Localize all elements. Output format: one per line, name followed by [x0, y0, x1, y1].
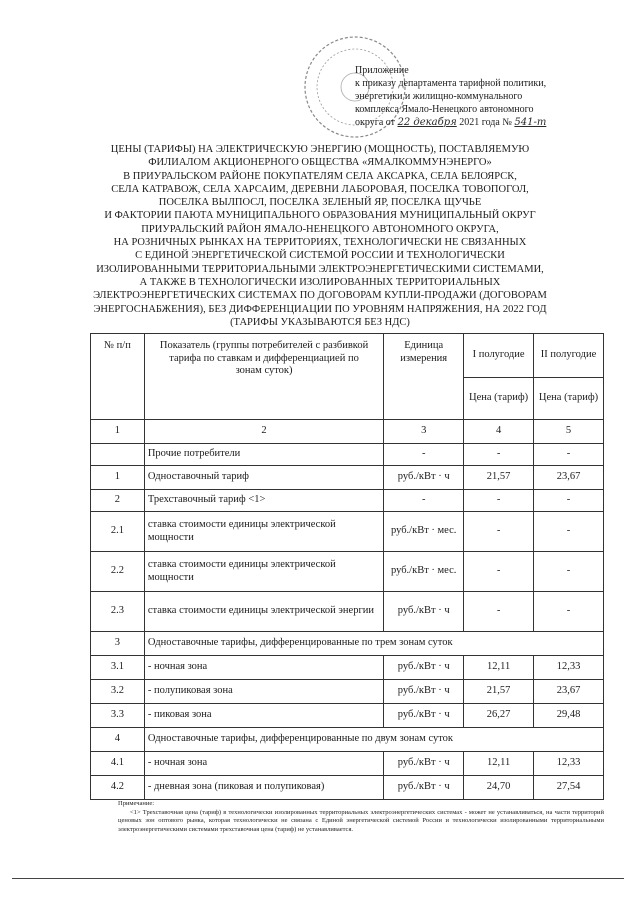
row-indicator: Одноставочные тарифы, дифференцированные по трем зонам суток: [144, 632, 603, 656]
appendix-line: Приложение: [355, 65, 409, 76]
row-price-h1: -: [464, 444, 534, 466]
row-unit: руб./кВт · мес.: [384, 552, 464, 592]
header-num: № п/п: [91, 334, 145, 420]
row-price-h1: 12,11: [464, 656, 534, 680]
header-price-2: Цена (тариф): [534, 378, 604, 420]
appendix-line: энергетики и жилищно-коммунального: [355, 91, 523, 102]
row-indicator: - ночная зона: [144, 656, 383, 680]
title-line: А ТАКЖЕ В ТЕХНОЛОГИЧЕСКИ ИЗОЛИРОВАННЫХ ТЕРРИТОРИАЛЬНЫХ: [139, 276, 501, 288]
row-unit: руб./кВт · ч: [384, 680, 464, 704]
row-number: 2: [91, 490, 145, 512]
row-number: [91, 444, 145, 466]
row-indicator: - ночная зона: [144, 752, 383, 776]
date-prefix: округа от: [355, 117, 396, 128]
row-indicator: - дневная зона (пиковая и полупиковая): [144, 776, 383, 800]
appendix-line: комплекса Ямало-Ненецкого автономного: [355, 104, 534, 115]
row-price-h2: -: [534, 592, 604, 632]
row-price-h2: 12,33: [534, 656, 604, 680]
bottom-rule: [12, 878, 624, 879]
row-number: 2.3: [91, 592, 145, 632]
column-number-row: [91, 420, 604, 444]
notes-block: [118, 800, 604, 834]
header-half-2: II полугодие: [534, 334, 604, 378]
header-half-1: I полугодие: [464, 334, 534, 378]
column-number: 4: [464, 420, 534, 444]
row-price-h2: -: [534, 490, 604, 512]
table-row: [91, 728, 604, 752]
header-unit: Единица измерения: [384, 334, 464, 420]
column-number: 5: [534, 420, 604, 444]
row-price-h1: -: [464, 592, 534, 632]
row-price-h1: 24,70: [464, 776, 534, 800]
title-line: (ТАРИФЫ УКАЗЫВАЮТСЯ БЕЗ НДС): [230, 316, 410, 328]
table-row: [91, 776, 604, 800]
row-indicator: Одноставочные тарифы, дифференцированные по двум зонам суток: [144, 728, 603, 752]
row-price-h1: 12,11: [464, 752, 534, 776]
row-indicator: Трехставочный тариф <1>: [144, 490, 383, 512]
row-price-h2: 23,67: [534, 466, 604, 490]
table-row: [91, 490, 604, 512]
row-unit: -: [384, 490, 464, 512]
column-number: 3: [384, 420, 464, 444]
row-number: 3.3: [91, 704, 145, 728]
row-indicator: ставка стоимости единицы электрической энергии: [144, 592, 383, 632]
row-indicator: ставка стоимости единицы электрической мощности: [144, 552, 383, 592]
row-price-h2: 23,67: [534, 680, 604, 704]
table-header-row: [91, 334, 604, 378]
table-row: [91, 552, 604, 592]
tariff-table: [90, 333, 604, 800]
title-line: СЕЛА КАТРАВОЖ, СЕЛА ХАРСАИМ, ДЕРЕВНИ ЛАБОРОВАЯ, ПОСЕЛКА ТОВОПОГОЛ,: [111, 183, 529, 195]
row-price-h1: -: [464, 512, 534, 552]
row-number: 3.1: [91, 656, 145, 680]
row-number: 4.2: [91, 776, 145, 800]
row-indicator: ставка стоимости единицы электрической мощности: [144, 512, 383, 552]
row-unit: руб./кВт · ч: [384, 776, 464, 800]
title-line: И ФАКТОРИИ ПАЮТА МУНИЦИПАЛЬНОГО ОБРАЗОВАНИЯ МУНИЦИПАЛЬНЫЙ ОКРУГ: [104, 210, 536, 222]
appendix-block: [355, 64, 625, 129]
handwritten-number: 541-т: [514, 117, 547, 128]
header-indicator: Показатель (группы потребителей с разбивкой тарифа по ставкам и дифференциацией по зонам суток): [144, 334, 383, 420]
row-unit: руб./кВт · ч: [384, 656, 464, 680]
title-line: ИЗОЛИРОВАННЫМИ ТЕРРИТОРИАЛЬНЫМИ ЭЛЕКТРОЭНЕРГЕТИЧЕСКИМИ СИСТЕМАМИ,: [96, 263, 544, 275]
row-price-h1: -: [464, 552, 534, 592]
table-row: [91, 704, 604, 728]
header-price-1: Цена (тариф): [464, 378, 534, 420]
title-line: ПРИУРАЛЬСКИЙ РАЙОН ЯМАЛО-НЕНЕЦКОГО АВТОНОМНОГО ОКРУГА,: [141, 223, 499, 235]
row-unit: руб./кВт · ч: [384, 752, 464, 776]
row-indicator: - полупиковая зона: [144, 680, 383, 704]
row-unit: -: [384, 444, 464, 466]
table-row: [91, 592, 604, 632]
row-number: 3.2: [91, 680, 145, 704]
row-indicator: Одноставочный тариф: [144, 466, 383, 490]
row-indicator: - пиковая зона: [144, 704, 383, 728]
row-price-h1: -: [464, 490, 534, 512]
row-price-h2: 27,54: [534, 776, 604, 800]
handwritten-date: 22 декабря: [397, 117, 457, 128]
table-row: [91, 632, 604, 656]
notes-heading: Примечание:: [118, 800, 155, 807]
table-row: [91, 752, 604, 776]
title-line: ПОСЕЛКА ВЫЛПОСЛ, ПОСЕЛКА ЗЕЛЕНЫЙ ЯР, ПОСЕЛКА ЩУЧЬЕ: [158, 197, 482, 209]
row-number: 1: [91, 466, 145, 490]
row-number: 2.1: [91, 512, 145, 552]
row-price-h2: -: [534, 444, 604, 466]
title-line: ЭЛЕКТРОЭНЕРГЕТИЧЕСКИХ СИСТЕМАХ ПО ДОГОВОРАМ КУПЛИ-ПРОДАЖИ (ДОГОВОРАМ: [93, 290, 547, 302]
row-number: 2.2: [91, 552, 145, 592]
row-number: 4: [91, 728, 145, 752]
row-price-h2: -: [534, 552, 604, 592]
table-row: [91, 656, 604, 680]
title-line: В ПРИУРАЛЬСКОМ РАЙОНЕ ПОКУПАТЕЛЯМ СЕЛА АКСАРКА, СЕЛА БЕЛОЯРСК,: [123, 170, 517, 182]
table-row: [91, 444, 604, 466]
row-unit: руб./кВт · мес.: [384, 512, 464, 552]
row-price-h2: 29,48: [534, 704, 604, 728]
row-number: 4.1: [91, 752, 145, 776]
column-number: 1: [91, 420, 145, 444]
title-line: НА РОЗНИЧНЫХ РЫНКАХ НА ТЕРРИТОРИЯХ, ТЕХНОЛОГИЧЕСКИ НЕ СВЯЗАННЫХ: [113, 237, 527, 249]
row-unit: руб./кВт · ч: [384, 704, 464, 728]
table-row: [91, 512, 604, 552]
title-line: С ЕДИНОЙ ЭНЕРГЕТИЧЕСКОЙ СИСТЕМОЙ РОССИИ И ТЕХНОЛОГИЧЕСКИ: [135, 250, 505, 262]
year-text: 2021 года №: [459, 117, 512, 128]
row-price-h2: 12,33: [534, 752, 604, 776]
document-title: [30, 143, 610, 329]
table-row: [91, 680, 604, 704]
row-number: 3: [91, 632, 145, 656]
title-line: ЦЕНЫ (ТАРИФЫ) НА ЭЛЕКТРИЧЕСКУЮ ЭНЕРГИЮ (МОЩНОСТЬ), ПОСТАВЛЯЕМУЮ: [110, 144, 530, 155]
row-price-h1: 21,57: [464, 466, 534, 490]
row-price-h1: 26,27: [464, 704, 534, 728]
notes-text: <1> Трехставочная цена (тариф) в технологически изолированных территориальных электроэнергетических системах - может не устанавливаться, на части территорий ценовых зон оптового рынка, которая технологически не связана с Единой энергетической системой России и технологически изолированными территориальными электроэнергетическими системами трехставочная цена (тариф) не устанавливается.: [118, 808, 604, 833]
appendix-date-line: [355, 116, 625, 129]
column-number: 2: [144, 420, 383, 444]
row-indicator: Прочие потребители: [144, 444, 383, 466]
row-price-h1: 21,57: [464, 680, 534, 704]
appendix-line: к приказу департамента тарифной политики,: [355, 78, 547, 89]
row-unit: руб./кВт · ч: [384, 592, 464, 632]
table-row: [91, 466, 604, 490]
row-unit: руб./кВт · ч: [384, 466, 464, 490]
title-line: ЭНЕРГОСНАБЖЕНИЯ), БЕЗ ДИФФЕРЕНЦИАЦИИ ПО УРОВНЯМ НАПРЯЖЕНИЯ, НА 2022 ГОД: [93, 303, 547, 315]
row-price-h2: -: [534, 512, 604, 552]
title-line: ФИЛИАЛОМ АКЦИОНЕРНОГО ОБЩЕСТВА «ЯМАЛКОММУНЭНЕРГО»: [148, 157, 492, 169]
